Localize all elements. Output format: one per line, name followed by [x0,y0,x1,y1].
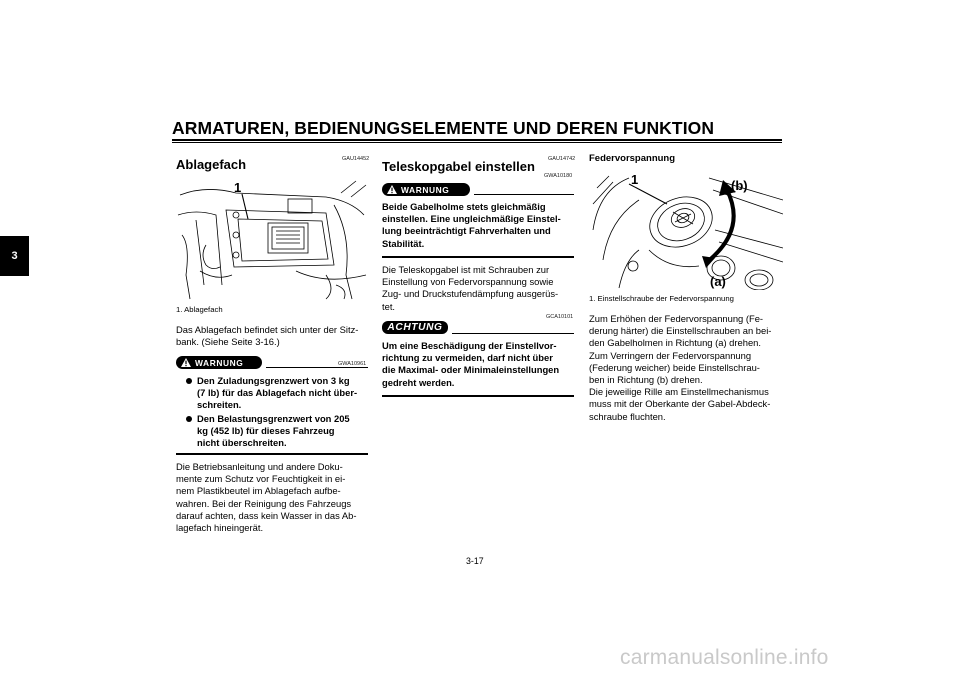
text-line: Einstellung von Federvorspannung sowie [382,276,554,288]
text-line: richtung zu vermeiden, darf nicht über [382,352,553,364]
text-line: tet. [382,300,396,312]
warning-label: WARNUNG [195,357,244,368]
text-line: mente zum Schutz vor Feuchtigkeit in ei- [176,473,346,485]
watermark: carmanualsonline.info [620,646,829,669]
section-heading-ablagefach: Ablagefach [176,157,247,172]
warning-end-rule [176,453,368,455]
notice-code: GCA10101 [546,314,574,320]
notice-badge: ACHTUNG [382,321,448,334]
warning-list [184,375,372,450]
text-line: nem Plastikbeutel im Ablagefach aufbe- [176,485,341,497]
body-paragraph [382,264,578,313]
text-line: Die jeweilige Rille am Einstellmechanismus [589,386,769,398]
text-line: schreiten. [197,399,242,411]
text-line: Den Zuladungsgrenzwert von 3 kg [197,375,350,386]
warning-rule [266,367,368,368]
spring-preload-image [589,170,783,290]
text-line: Den Belastungsgrenzwert von 205 [197,412,350,424]
text-line: kg (452 lb) für dieses Fahrzeug [197,424,335,436]
body-paragraph [176,461,372,534]
warning-end-rule [382,256,574,258]
body-paragraph [589,313,787,423]
figure-caption: 1. Ablagefach [176,305,223,314]
page-number: 3-17 [466,556,484,566]
warning-label: WARNUNG [401,184,450,195]
text-line: Das Ablagefach befindet sich unter der Sitz- [176,324,359,335]
figure-callout-b: (b) [731,178,748,193]
figure-callout-a: (a) [710,274,726,289]
text-line: einstellen. Eine ungleichmäßige Einstel- [382,213,561,225]
title-rule-thin [172,142,782,143]
text-line: wahren. Bei der Reinigung des Fahrzeugs [176,497,352,509]
section-code: GAU14452 [342,156,370,162]
text-line: lagefach hineingerät. [176,522,264,534]
bullet-icon [186,378,192,384]
storage-compartment-image [176,175,370,301]
warning-rule [474,194,574,195]
text-line: bank. (Siehe Seite 3-16.) [176,336,280,348]
text-line: Stabilität. [382,237,425,249]
subheading-federvorspannung: Federvorspannung [589,153,676,164]
title-rule [172,139,782,141]
text-line: gedreht werden. [382,376,455,388]
warning-badge [382,183,470,196]
text-line: (7 lb) für das Ablagefach nicht über- [197,387,358,399]
figure-callout-1: 1 [234,180,242,195]
intro-paragraph [176,324,372,348]
warning-text [382,201,576,250]
text-line: lung beeinträchtigt Fahrverhalten und [382,225,551,237]
text-line: Zum Erhöhen der Federvorspannung (Fe- [589,313,764,324]
text-line: schraube fluchten. [589,410,666,422]
list-item [184,375,372,412]
chapter-tab: 3 [0,236,29,276]
bullet-icon [186,416,192,422]
warning-code: GWA10180 [544,173,573,179]
page-title: ARMATUREN, BEDIENUNGSELEMENTE UND DEREN FUNKTION [172,118,715,138]
text-line: Um eine Beschädigung der Einstellvor- [382,340,557,351]
figure-callout-1: 1 [631,172,639,187]
warning-triangle-icon [387,185,397,194]
text-line: den Gabelholmen in Richtung (a) drehen. [589,337,761,349]
text-line: die Maximal- oder Minimaleinstellungen [382,364,560,376]
text-line: (Federung weicher) beide Einstellschrau- [589,361,760,373]
figure-caption: 1. Einstellschraube der Federvorspannung [589,294,734,303]
notice-text [382,340,578,389]
text-line: Die Betriebsanleitung und andere Doku- [176,461,343,472]
text-line: Zug- und Druckstufendämpfung ausgerüs- [382,288,559,300]
text-line: Zum Verringern der Federvorspannung [589,349,752,361]
warning-badge [176,356,262,369]
section-heading-teleskopgabel: Teleskopgabel einstellen [382,159,535,174]
section-code: GAU14742 [548,156,576,162]
warning-code: GWA10961 [338,361,367,367]
warning-triangle-icon [181,358,191,367]
notice-rule [452,333,574,334]
text-line: Beide Gabelholme stets gleichmäßig [382,201,546,212]
text-line: nicht überschreiten. [197,437,287,449]
text-line: darauf achten, dass kein Wasser in das Ab- [176,509,357,521]
text-line: ben in Richtung (b) drehen. [589,374,703,386]
notice-end-rule [382,395,574,397]
text-line: derung härter) die Einstellschrauben an bei- [589,325,772,337]
text-line: muss mit der Oberkante der Gabel-Abdeck- [589,398,771,410]
list-item [184,413,372,450]
text-line: Die Teleskopgabel ist mit Schrauben zur [382,264,550,275]
